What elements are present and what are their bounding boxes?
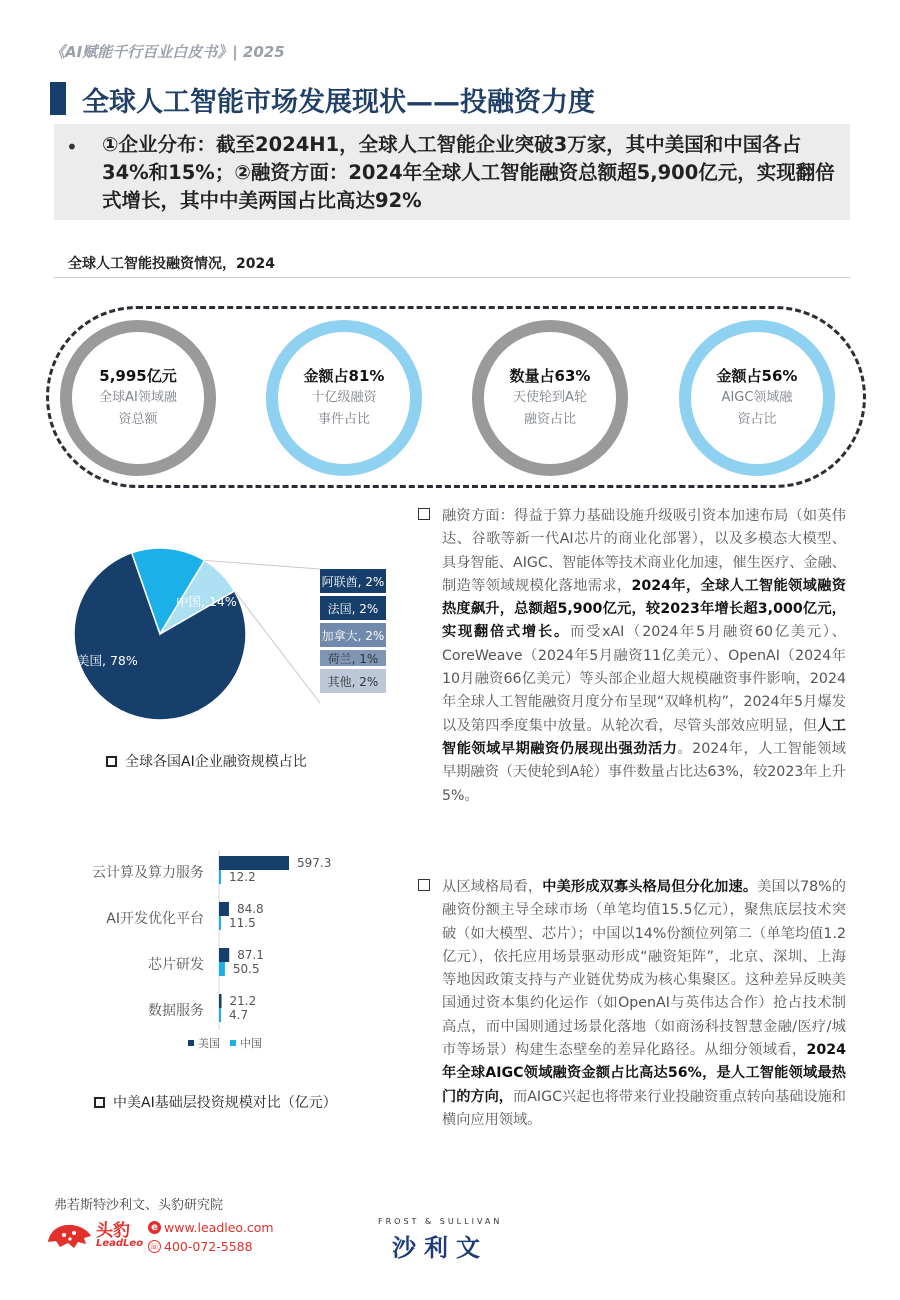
brand-english: LeadLeo	[96, 1238, 144, 1249]
kpi-value: 金额占56%	[716, 367, 798, 385]
kpi-ring-early-stage	[472, 320, 628, 476]
bar-value-label: 84.8	[236, 902, 264, 916]
text-run: 融资方面：得益于算力基础设施升级吸引资本加速布局（如英伟达、谷歌等新一代AI芯片的商业化部署），以及多模态大模型、具身智能、AIGC、智能体等技术商业化加速，催生医疗、金融、制造等领域规模化落地需求，	[442, 508, 846, 594]
text-run: 而受xAI（2024年5月融资60亿美元）、CoreWeave（2024年5月融资11亿美元）、OpenAI（2024年10月融资66亿美元）等头部企业超大规模融资事件影响，2024年全球人工智能融资月度分布呈现“双峰机构”，2024年5月爆发以及第四季度集中放量。从轮次看，尽管头部效应明显，但	[442, 624, 846, 734]
kpi-desc: 资占比	[737, 412, 777, 427]
frost-sullivan-wordmark: FROST & SULLIVAN	[378, 1217, 503, 1226]
kpi-desc: 全球AI领域融	[99, 390, 177, 405]
bar-category-label: 芯片研发	[148, 957, 204, 973]
source-note: 弗若斯特沙利文、头豹研究院	[54, 1198, 224, 1213]
title-accent-bar	[50, 82, 66, 115]
section-divider	[54, 277, 850, 278]
text-run-bold: 2024年，全球人工智能领域融资热度飙升，总额超5,900亿元，较2023年增长超3,000亿元，实现翻倍式增长。	[442, 577, 846, 641]
bar-value-label: 12.2	[229, 870, 256, 884]
bar-value-label: 4.7	[229, 1008, 249, 1022]
website-row	[148, 1220, 274, 1235]
pie-connector-line	[205, 560, 320, 569]
running-header: 《AI赋能千行百业白皮书》| 2025	[50, 43, 285, 61]
summary-bullet: •	[66, 135, 78, 159]
bar-cn	[219, 870, 221, 884]
legend-cn-swatch	[230, 1040, 236, 1046]
bar-cn	[219, 962, 225, 976]
kpi-ring-billion-events	[266, 320, 422, 476]
text-run-bold: 中美形成双寡头格局但分化加速。	[542, 879, 758, 895]
sullivan-chinese-logo: 沙利文	[392, 1234, 488, 1262]
text-run: 而AIGC兴起也将带来行业投融资重点转向基础设施和横向应用领域。	[442, 1088, 846, 1128]
bar-chart-title: 中美AI基础层投资规模对比（亿元）	[113, 1095, 337, 1111]
kpi-desc: 十亿级融资	[311, 390, 377, 405]
pie-breakdown-bars	[320, 569, 386, 696]
checkbox-bullet-icon	[418, 879, 430, 891]
bar-chart-caption	[94, 1092, 337, 1112]
caption-square-icon	[94, 1097, 105, 1108]
breakdown-bar: 荷兰, 1%	[320, 650, 386, 666]
brand-name: 头豹	[96, 1221, 130, 1241]
kpi-desc: AIGC领域融	[721, 390, 793, 405]
text-run: 。2024年，人工智能领域早期融资（天使轮到A轮）事件数量占比达63%，较2023年上升5%。	[442, 740, 846, 804]
breakdown-bar: 阿联酋, 2%	[320, 569, 386, 593]
kpi-desc: 事件占比	[317, 412, 370, 427]
bar-us	[219, 948, 229, 962]
caption-square-icon	[106, 756, 117, 767]
pie-connector-line	[234, 591, 320, 703]
bar-category-label: 数据服务	[148, 1003, 204, 1019]
bar-value-label: 21.2	[229, 994, 257, 1008]
kpi-value: 5,995亿元	[99, 367, 177, 385]
legend-cn: 中国	[240, 1037, 262, 1050]
bar-category-label: 云计算及算力服务	[92, 865, 204, 881]
website-link[interactable]: www.leadleo.com	[164, 1220, 274, 1235]
paragraph-regional	[418, 876, 846, 1132]
breakdown-bar: 加拿大, 2%	[320, 623, 386, 647]
breakdown-bar: 其他, 2%	[320, 669, 386, 693]
paragraph-financing	[418, 505, 846, 808]
bar-value-label: 597.3	[297, 856, 332, 870]
text-run-bold: 2024年全球AIGC领域融资金额占比高达56%，是人工智能领域最热门的方向，	[442, 1042, 846, 1105]
bar-legend	[188, 1035, 262, 1051]
bar-category-label: AI开发优化平台	[106, 911, 204, 927]
kpi-value: 金额占81%	[303, 367, 385, 385]
legend-us-swatch	[188, 1040, 194, 1046]
kpi-ring-aigc	[679, 320, 835, 476]
bar-value-label: 11.5	[229, 916, 256, 930]
kpi-desc: 融资占比	[523, 412, 576, 427]
pie-label-cn: 中国, 14%	[176, 594, 237, 609]
summary-text: ①企业分布：截至2024H1，全球人工智能企业突破3万家，其中美国和中国各占34%和15%；②融资方面：2024年全球人工智能融资总额超5,900亿元，实现翻倍式增长，其中中美两国占比高达92%	[102, 133, 835, 212]
bar-value-label: 50.5	[232, 962, 260, 976]
text-run-bold: 人工智能领域早期融资仍展现出强劲活力	[442, 717, 846, 757]
pie-label-us: 美国, 78%	[77, 653, 138, 668]
text-run: 从区域格局看，	[442, 879, 543, 895]
paragraph-financing-text	[442, 505, 846, 808]
pie-chart-caption	[106, 751, 307, 771]
section-title: 全球人工智能投融资情况，2024	[68, 256, 275, 272]
phone-number: 400-072-5588	[164, 1239, 253, 1254]
kpi-ring-total-funding	[60, 320, 216, 476]
text-run: 美国以78%的融资份额主导全球市场（单笔均值15.5亿元），聚焦底层技术突破（如大模型、芯片）；中国以14%份额位列第二（单笔均值1.2亿元），依托应用场景驱动形成“融资矩阵”，北京、深圳、上海等地因政策支持与产业链优势成为核心集聚区。这种差异反映美国通过资本集约化运作（如OpenAI与英伟达合作）抢占技术制高点，而中国则通过场景化落地（如商汤科技智慧金融/医疗/城市等场景）构建生态壁垒的差异化路径。从细分领域看，	[442, 879, 846, 1059]
kpi-desc: 天使轮到A轮	[513, 390, 587, 405]
page-title: 全球人工智能市场发展现状——投融资力度	[82, 87, 595, 118]
kpi-value: 数量占63%	[509, 367, 591, 385]
bar-us	[219, 856, 289, 870]
phone-icon: ☏	[149, 1242, 160, 1251]
bar-us	[219, 902, 229, 916]
phone-row	[148, 1239, 253, 1254]
bar-value-label: 87.1	[237, 948, 264, 962]
web-e-icon: e	[148, 1221, 161, 1234]
bar-cn	[219, 916, 221, 930]
kpi-desc: 资总额	[118, 412, 158, 427]
checkbox-bullet-icon	[418, 508, 430, 520]
bar-cn	[219, 1008, 221, 1022]
pie-chart-title: 全球各国AI企业融资规模占比	[125, 754, 307, 770]
legend-us: 美国	[198, 1037, 220, 1050]
breakdown-bar: 法国, 2%	[320, 596, 386, 620]
paragraph-regional-text	[442, 876, 846, 1132]
bar-us	[219, 994, 221, 1008]
leadleo-leopard-logo-icon	[44, 1216, 94, 1252]
